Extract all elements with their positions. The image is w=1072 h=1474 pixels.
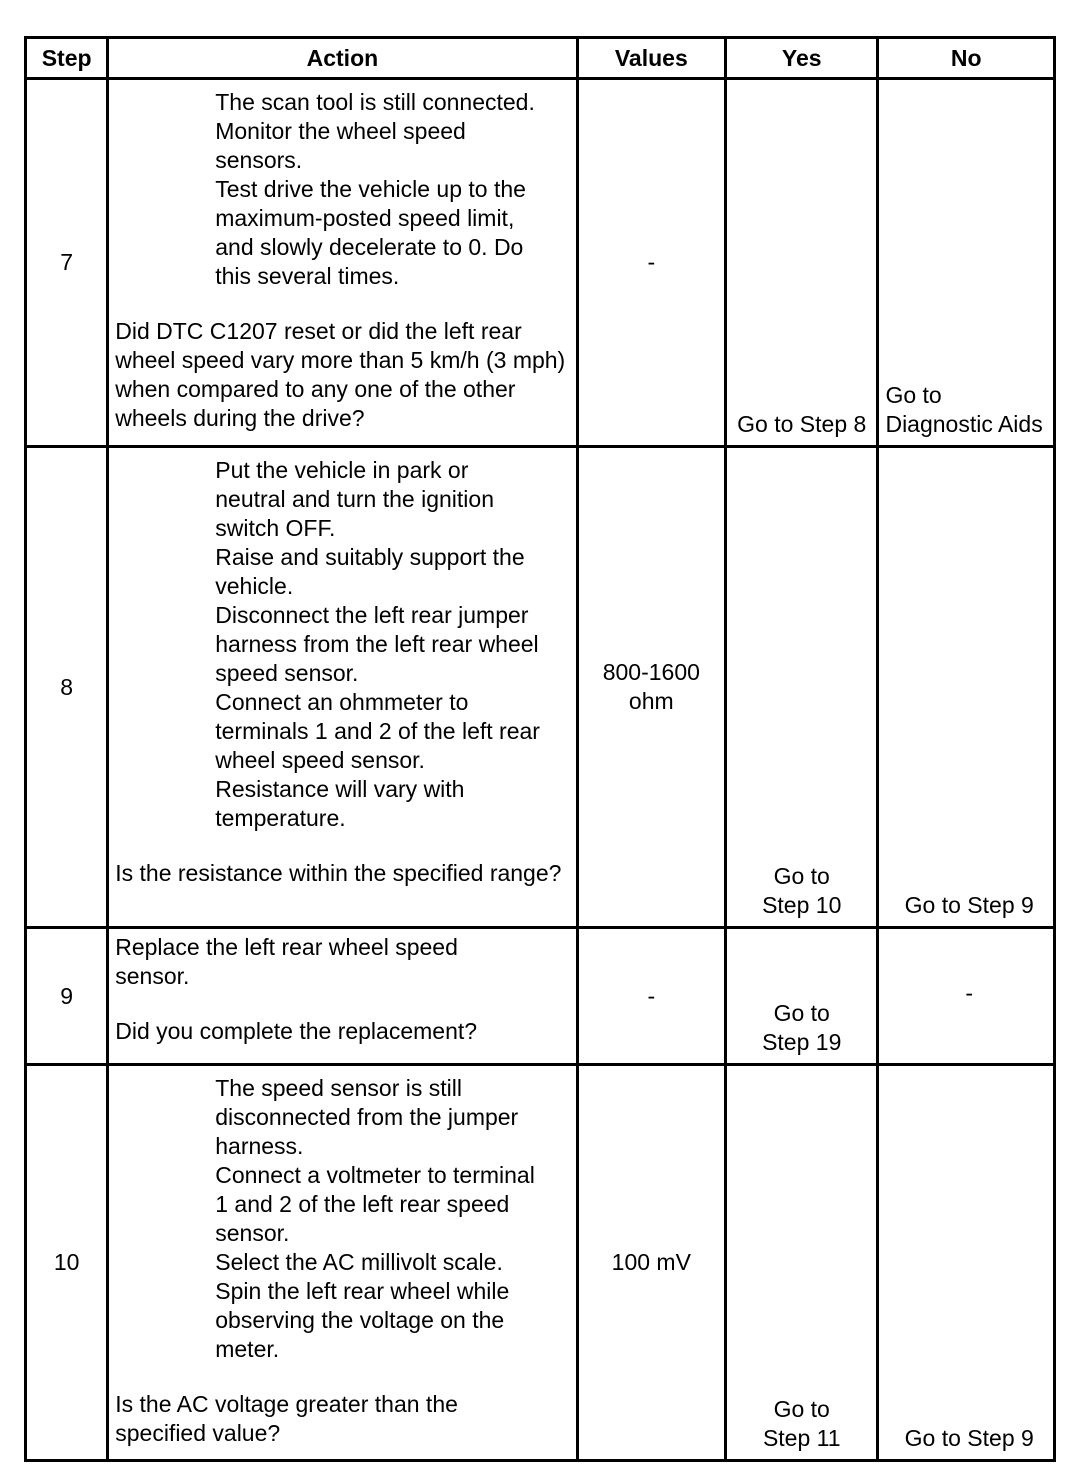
action-cell [108, 928, 577, 1065]
no-cell: Go to Step 9 [878, 447, 1055, 928]
yes-cell: Go to Step 19 [726, 928, 878, 1065]
action-cell [108, 447, 577, 928]
action-instructions: Replace the left rear wheel speed sensor. [115, 934, 458, 989]
header-values: Values [577, 38, 725, 79]
values-cell: 800-1600 ohm [577, 447, 725, 928]
action-instructions: Put the vehicle in park or neutral and turn the ignition switch OFF. Raise and suitably support the vehicle. Disconnect the left rear jumper harness from the left rear wheel speed sensor. Connect an ohmmeter to terminals 1 and 2 of the left rear wheel speed sensor. Resistance will vary with temperature. [215, 457, 540, 831]
diagnostic-table [24, 36, 1056, 1462]
action-question: Is the resistance within the specified range? [115, 860, 562, 886]
header-no: No [878, 38, 1055, 79]
values-cell: 100 mV [577, 1065, 725, 1461]
action-question: Did you complete the replacement? [115, 1018, 478, 1044]
header-yes: Yes [726, 38, 878, 79]
yes-cell: Go to Step 10 [726, 447, 878, 928]
no-cell: - [878, 928, 1055, 1065]
step-number: 9 [26, 928, 108, 1065]
action-instructions: The scan tool is still connected. Monitor the wheel speed sensors. Test drive the vehicle up to the maximum-posted speed limit, and slowly decelerate to 0. Do this several times. [215, 89, 535, 289]
action-cell [108, 1065, 577, 1461]
table-row [26, 928, 1055, 1065]
table-row [26, 1065, 1055, 1461]
action-question: Is the AC voltage greater than the specified value? [115, 1391, 458, 1446]
values-cell: - [577, 928, 725, 1065]
no-cell: Go to Diagnostic Aids [878, 79, 1055, 447]
yes-cell: Go to Step 11 [726, 1065, 878, 1461]
table-row [26, 447, 1055, 928]
header-row [26, 38, 1055, 79]
table-row [26, 79, 1055, 447]
yes-cell: Go to Step 8 [726, 79, 878, 447]
action-question: Did DTC C1207 reset or did the left rear wheel speed vary more than 5 km/h (3 mph) when compared to any one of the other wheels during the drive? [115, 318, 566, 431]
no-cell: Go to Step 9 [878, 1065, 1055, 1461]
step-number: 10 [26, 1065, 108, 1461]
header-step: Step [26, 38, 108, 79]
step-number: 7 [26, 79, 108, 447]
step-number: 8 [26, 447, 108, 928]
action-instructions: The speed sensor is still disconnected from the jumper harness. Connect a voltmeter to terminal 1 and 2 of the left rear speed sensor. Select the AC millivolt scale. Spin the left rear wheel while observing the voltage on the meter. [215, 1075, 535, 1362]
values-cell: - [577, 79, 725, 447]
header-action: Action [108, 38, 577, 79]
action-cell [108, 79, 577, 447]
